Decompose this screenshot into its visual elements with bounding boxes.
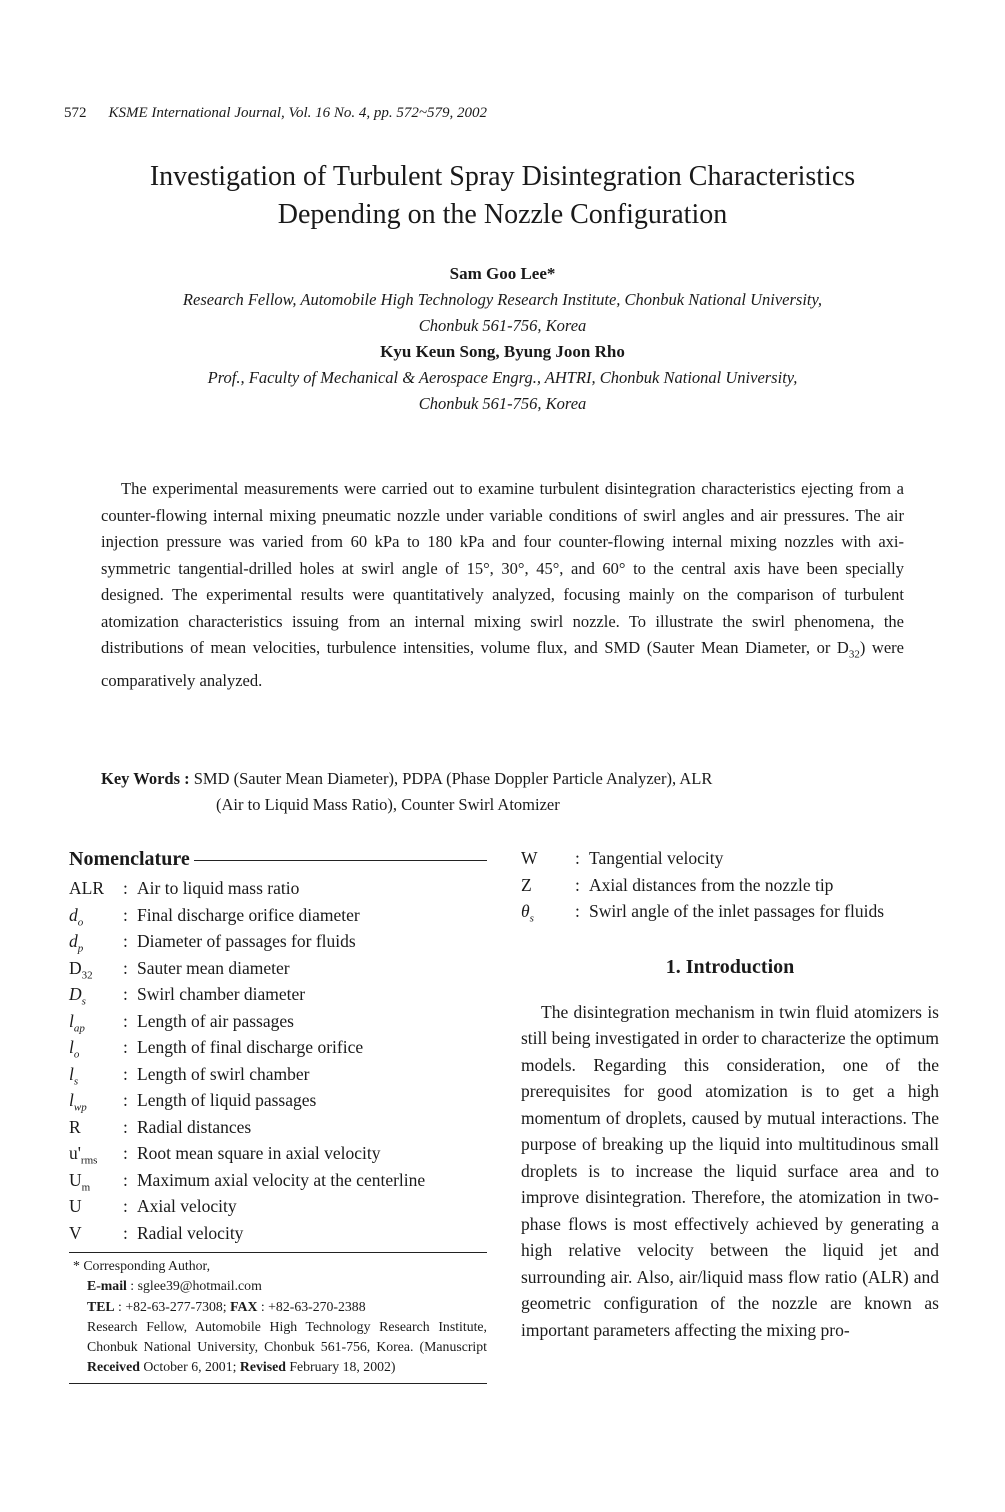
nomenclature-symbol [69,928,123,955]
nomenclature-definition: Radial velocity [137,1222,244,1243]
introduction-body [521,999,939,1344]
nomenclature-symbol [521,872,575,899]
nomenclature-colon: : [123,904,128,925]
nomenclature-heading [69,844,487,874]
nomenclature-symbol [69,1114,123,1141]
abstract-text-a: The experimental measurements were carried out to examine turbulent disintegration characteristics ejecting from a counter-flowing internal mixing pneumatic nozzle under variable conditions of swirl angles and air pressures. The air injection pressure was varied from 60 kPa to 180 kPa and four counter-flowing internal mixing nozzles with axi-symmetric tangential-drilled holes at swirl angle of 15°, 30°, 45°, and 60° to the central axis have been specially designed. The experimental results were quantitatively analyzed, focusing mainly on the comparison of turbulent atomization characteristics issuing from an internal mixing swirl nozzle. To illustrate the swirl phenomena, the distributions of mean velocities, turbulence intensities, volume flux, and SMD (Sauter Mean Diameter, or D [101,479,904,657]
nomenclature-row [69,1140,487,1167]
footnote-phone [69,1297,487,1317]
nomenclature-colon: : [123,1037,128,1057]
nomenclature-definition: Sauter mean diameter [137,957,290,978]
nomenclature-colon: : [123,1116,128,1137]
nomenclature-colon: : [123,1169,128,1190]
nomenclature-title: Nomenclature [69,847,190,870]
nomenclature-row [69,1034,487,1061]
received-label: Received [87,1359,140,1375]
fax-value: : +82-63-270-2388 [257,1298,366,1314]
symbol-base: l [69,1010,74,1031]
nomenclature-list-right [521,845,939,925]
nomenclature-row [69,1008,487,1035]
nomenclature-symbol [69,981,123,1008]
symbol-base: d [69,904,78,925]
title-line-1: Investigation of Turbulent Spray Disintegration Characteristics [149,161,856,192]
introduction-paragraph: The disintegration mechanism in twin fluid atomizers is still being investigated in order to characterize the optimum models. Regarding this consideration, one of the prerequisites for good atomization is to get a high momentum of droplets, caused by mutual interactions. The purpose of breaking up the liquid into multitudinous small droplets is to increase the liquid surface area and to improve disintegration. Therefore, the atomization in two-phase flows is most effectively achieved by generating a high relative velocity between the liquid jet and surrounding air. Also, air/liquid mass flow ratio (ALR) and geometric configuration of the nozzle are known as important parameters affecting the mixing pro- [521,1001,939,1340]
author-block [40,261,965,417]
symbol-subscript: o [77,916,84,928]
keywords [101,766,921,818]
keywords-line-2: (Air to Liquid Mass Ratio), Counter Swirl Atomizer [216,795,560,814]
author-1: Sam Goo Lee* [449,264,556,283]
nomenclature-definition: Diameter of passages for fluids [137,931,356,951]
nomenclature-row [69,1061,487,1088]
symbol-subscript: 32 [81,969,93,981]
symbol-base: u' [69,1143,81,1163]
keywords-label: Key Words : [101,769,190,788]
nomenclature-row [69,875,487,902]
symbol-base: U [69,1196,82,1216]
nomenclature-row [69,1220,487,1247]
nomenclature-row [69,1193,487,1220]
right-column [521,844,939,1343]
symbol-subscript: ap [73,1022,85,1034]
nomenclature-symbol [69,1193,123,1220]
footnote [69,1252,487,1384]
email-value: : sglee39@hotmail.com [126,1278,262,1294]
nomenclature-colon: : [123,957,128,978]
abstract-subscript: 32 [848,648,860,661]
nomenclature-colon: : [123,878,128,898]
heading-rule [194,860,487,861]
nomenclature-symbol [69,1034,123,1061]
nomenclature-row [69,1114,487,1141]
revised-label: Revised [239,1359,286,1375]
fax-label: FAX [230,1298,258,1314]
symbol-base: R [69,1116,81,1137]
nomenclature-symbol [69,955,123,982]
nomenclature-definition: Length of swirl chamber [137,1063,310,1084]
symbol-subscript: m [81,1181,91,1193]
symbol-base: l [69,1063,74,1084]
page-number: 572 [64,105,87,121]
nomenclature-symbol [521,845,575,872]
nomenclature-definition: Length of liquid passages [137,1090,317,1110]
nomenclature-colon: : [123,984,128,1004]
footnote-body-a: Research Fellow, Automobile High Technology Research Institute, Chonbuk National University, Chonbuk 561-756, Korea. (Manuscript [87,1318,487,1355]
nomenclature-symbol [69,1008,123,1035]
nomenclature-symbol [69,902,123,929]
email-label: E-mail [87,1278,127,1294]
nomenclature-symbol [521,898,575,925]
paper-title [40,158,965,234]
nomenclature-definition: Swirl angle of the inlet passages for fluids [589,901,885,921]
symbol-base: W [521,848,538,868]
author-2: Kyu Keun Song, Byung Joon Rho [380,342,625,361]
nomenclature-row [69,1087,487,1114]
symbol-base: θ [521,901,530,921]
footnote-email [69,1276,487,1296]
nomenclature-definition: Air to liquid mass ratio [137,878,300,898]
nomenclature-colon: : [575,901,580,921]
title-line-2: Depending on the Nozzle Configuration [277,199,728,230]
footnote-body-b: October 6, 2001; [139,1359,240,1375]
symbol-subscript: s [529,912,534,925]
nomenclature-definition: Swirl chamber diameter [137,984,306,1004]
footnote-corresponding: * Corresponding Author, [73,1258,211,1273]
nomenclature-definition: Final discharge orifice diameter [137,904,360,925]
nomenclature-colon: : [123,1010,128,1031]
nomenclature-definition: Axial velocity [137,1196,237,1216]
nomenclature-row [521,845,939,872]
symbol-subscript: p [77,942,84,955]
keywords-line-1: SMD (Sauter Mean Diameter), PDPA (Phase Doppler Particle Analyzer), ALR [189,769,713,788]
nomenclature-colon: : [575,874,580,895]
section-heading: 1. Introduction [665,955,795,978]
symbol-base: ALR [69,878,104,898]
abstract-text [101,476,904,694]
symbol-base: D [69,957,82,978]
left-column [69,844,487,1384]
footnote-body [69,1317,487,1378]
nomenclature-symbol [69,1087,123,1114]
nomenclature-row [69,981,487,1008]
nomenclature-colon: : [123,1196,128,1216]
nomenclature-symbol [69,1140,123,1167]
abstract-text-b: ) were comparatively analyzed. [101,638,904,690]
affiliation-1-line-2: Chonbuk 561-756, Korea [418,316,587,335]
nomenclature-row [69,955,487,982]
tel-label: TEL [87,1298,115,1314]
symbol-base: U [69,1169,82,1190]
nomenclature-row [521,898,939,925]
affiliation-1-line-1: Research Fellow, Automobile High Technology Research Institute, Chonbuk National University, [182,290,823,309]
nomenclature-symbol [69,875,123,902]
nomenclature-colon: : [123,1222,128,1243]
abstract [101,476,904,694]
nomenclature-row [69,928,487,955]
running-head [64,105,487,122]
nomenclature-list-left [69,875,487,1246]
nomenclature-definition: Radial distances [137,1116,252,1137]
symbol-subscript: wp [73,1101,87,1114]
symbol-subscript: s [81,995,86,1008]
nomenclature-symbol [69,1220,123,1247]
affiliation-2-line-1: Prof., Faculty of Mechanical & Aerospace Engrg., AHTRI, Chonbuk National University, [207,368,798,387]
symbol-base: l [69,1090,74,1110]
nomenclature-definition: Axial distances from the nozzle tip [589,874,834,895]
nomenclature-symbol [69,1061,123,1088]
nomenclature-colon: : [123,1143,128,1163]
symbol-base: d [69,931,78,951]
symbol-base: l [69,1037,74,1057]
nomenclature-colon: : [123,1063,128,1084]
affiliation-2-line-2: Chonbuk 561-756, Korea [418,394,587,413]
symbol-base: D [69,984,82,1004]
nomenclature-definition: Length of final discharge orifice [137,1037,364,1057]
symbol-base: Z [521,874,532,895]
symbol-subscript: o [73,1048,80,1061]
symbol-subscript: rms [80,1154,98,1167]
symbol-subscript: s [73,1075,79,1087]
nomenclature-row [69,902,487,929]
nomenclature-colon: : [123,1090,128,1110]
nomenclature-definition: Root mean square in axial velocity [137,1143,381,1163]
nomenclature-definition: Tangential velocity [589,848,724,868]
nomenclature-colon: : [575,848,580,868]
symbol-base: V [69,1222,82,1243]
nomenclature-symbol [69,1167,123,1194]
nomenclature-definition: Maximum axial velocity at the centerline [137,1169,426,1190]
nomenclature-definition: Length of air passages [137,1010,294,1031]
tel-value: : +82-63-277-7308; [114,1298,231,1314]
footnote-body-c: February 18, 2002) [285,1359,396,1375]
nomenclature-row [69,1167,487,1194]
nomenclature-colon: : [123,931,128,951]
journal-citation: KSME International Journal, Vol. 16 No. 4, pp. 572~579, 2002 [108,105,488,121]
nomenclature-row [521,872,939,899]
